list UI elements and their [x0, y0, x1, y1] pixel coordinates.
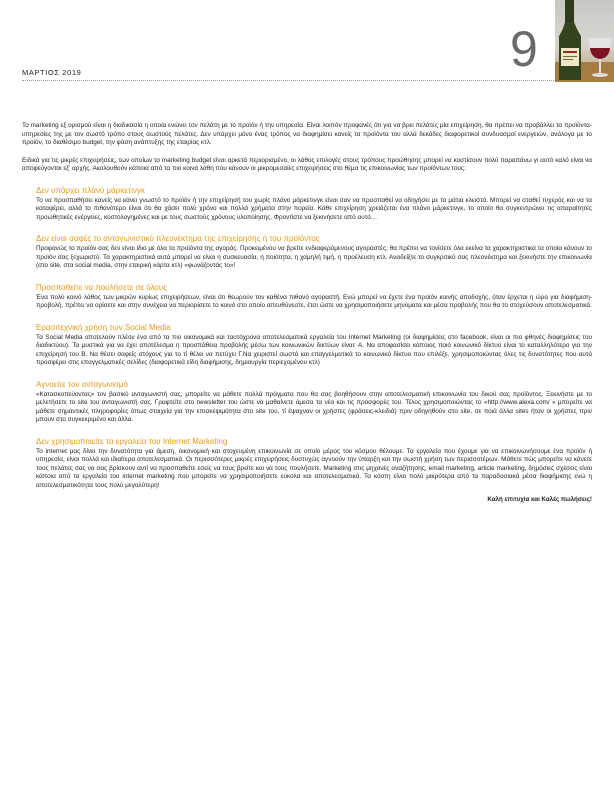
section-heading-sell-to-everyone: Προσπαθείτε να πουλήσετε σε όλους: [36, 282, 168, 292]
section-text-social-media: Τα Social Media αποτελούν πλέον ένα από τα πιο οικονομικά και ταυτόχρονα αποτελεσματικά εργαλεία του Internet Marketing (οι διαφημίσεις στο facebook, είναι οι πιο φθηνές διαφημίσεις του διαδικτύου). Τα μυστικά για να έχει αποτέλεσμα η προσπάθεια προβολής μέσω των κοινωνικών δικτύων είναι: Α. Να αποφασίσει κάποιος ποιό κοινωνικό δίκτυο είναι το καταλληλότερο για την επιχείρησή του Β. Να θέσει σαφείς στόχους για το τί θέλει να πετύχει Γ.Να χειριστεί σωστά και επαγγελματικά το κοινωνικό δίκτυο που επιλέξε, χρησιμοποιώντας όλες τις δυνατότητες που αυτό προσφέρει στις επαγγελματικές σελίδες (διαφορετικά είδη διαφήμισης, δημιουργία περιεχομένου κτλ): [36, 333, 592, 366]
section-text-internet-marketing: Το internet μας δίνει την δυνατότητα για άμεση, οικονομική και στοχευμένη επικοινωνία σε οποίο μέρος του κόσμου θέλουμε. Τα εργαλεία που έχουμε για να επικοινωνήσουμε ένα προϊόν ή υπηρεσία, είναι πολλά και ιδιαίτερα αποτελεσματικά. Οι περισσότερες μικρές επιχειρήσεις δυστυχώς αγνοούν την ύπαρξη και την σωστή χρήση των περισσοτέρων. Μάθετε πώς μπορείτε να κάνετε τους πελάτες σας να σας βρίσκουν αντί να προσπαθείτε εσείς να τους βρείτε και να τους πουλήσετε. Marketing στις μηχανές αναζήτησης, email marketing, article marketing, δημόσιες σχέσεις είναι κάποια από τα εργαλεία του internet marketing που μπορείτε να χρησιμοποιήσετε εύκολα και αποτελεσματικά. Τα κόστη είναι πολύ μικρότερα από τα παραδοσιακά μέσα διαφήμισης ενώ η αποτελεσματικότητα τους πολύ μεγαλύτερη!: [36, 447, 592, 489]
section-heading-internet-marketing: Δεν χρησιμοποιείτε τα εργαλεία του Internet Marketing: [36, 436, 228, 446]
wine-bottle-and-glass-icon: [555, 0, 614, 82]
page-number: 9: [510, 21, 538, 77]
section-heading-social-media: Ερασιτεχνική χρήση των Social Media: [36, 322, 171, 332]
section-heading-competition: Αγνοείτε τον ανταγωνισμό: [36, 379, 128, 389]
section-heading-no-plan: Δεν υπάρχει πλάνο μάρκετινγκ: [36, 185, 145, 195]
section-text-no-plan: Το να προσπαθήσει κανείς να κάνει γνωστό το προϊόν ή την επιχείρησή του χωρίς πλάνο μάρκετινγκ είναι σαν να προσπαθεί να οδηγήσει με τα μάτια κλειστά. Μπορεί να σταθεί τυχερός και να τα καταφέρει, αλλά το πιθανότερο είναι ότι θα χάσει πολύ χρόνο και πολλά χρήματα στην πορεία. Κάθε επιχείρηση χρειάζεται ένα πλάνο μάρκετινγκ, το οποίο θα συγκεντρώνει τις απαραίτητες προωθητικές ενέργειες, κοστολογημένες και με τους σωστούς χρόνους υλοποίησης. Φροντίστε να ξεκινήσετε από αυτό…: [36, 196, 592, 221]
wine-illustration: [555, 0, 614, 82]
section-text-competition: «Κατασκοπεύοντας» τον βασικό ανταγωνιστή σας, μπορείτε να μάθετε πολλά πράγματα που θα σας βοηθήσουν στην αποτελεσματική επικοινωνία του δικού σας προϊόντος. Ξεκινήστε με το μελετήσετε το site του ανταγωνιστή σας. Γραφτείτε στο newsletter του ώστε να μαθαίνετε άμεσα τα νέα και τις προσφορές του. Τέλος χρησιμοποιώντας το «http://www.alexa.com/ » μπορείτε να μάθετε σημαντικές πληροφορίες όπως στοιχεία για την επισκεψιμότητα στο site του, τί έψαχναν οι χρήστες (φράσεις-κλειδιά) πριν οδηγηθούν στο site, σε ποιά άλλα sites ήταν οι χρήστες πριν μπουν στο συγκεκριμένο και άλλα.: [36, 390, 592, 423]
section-text-competitive-advantage: Προφανώς το προϊόν σας δεν είναι ίδιο με όλα τα προϊόντα της αγοράς. Προκειμένου να βρείτε ενδιαφερόμενους αγοραστές, θα πρέπει να τονίσετε όλα εκείνα τα χαρακτηριστικά τα οποία κάνουν το προϊόν σας ξεχωριστό. Τα χαρακτηριστικά αυτά μπορεί να είναι η συσκευασία, η ποιότητα, η χαμηλή τιμή, η προέλευση κτλ. Αναδείξτε το συγκριτικό σας πλεονέκτημα και ξεκινήστε την επικοινωνία (στο site, στα social media, στην εταιρική κάρτα κτλ) «φωνάζοντάς το»!: [36, 245, 592, 269]
intro-paragraph: Ειδικά για τις μικρές επιχειρήσεις, των οποίων το marketing budget είναι αρκετά περιορισμένο, οι λάθος επιλογές στους τρόπους προώθησης μπορεί να κοστίσουν πολύ παραπάνω γι αυτό καλό είναι να αποφεύγονται εξ’ αρχής. Ακολουθούν κάποια από τα πιο κοινά λάθη που κάνουν οι μικρομεσαίες επιχειρήσεις στο θέμα τις επικοινωνίας των προϊόντων τους:: [22, 156, 592, 172]
article-body: [22, 122, 592, 505]
closing-line: Καλή επιτυχία και Καλές πωλήσεις!: [487, 496, 592, 503]
header-date: ΜΑΡΤΙΟΣ 2019: [22, 68, 82, 77]
section-text-sell-to-everyone: Ένα πολύ κοινό λάθος των μικρών κυρίως επιχειρήσεων, είναι ότι θεωρούν τον καθένα πιθανό αγοραστή. Ενώ μπορεί να έχετε ένα προϊόν κοινής αποδοχής, όταν έρχεται η ώρα για διαφήμιση-προβολή, πρέπει να ορίσετε και στην συνέχεια να περιορίσετε το κοινό στο οποίο απευθύνεστε, έτσι ώστε να χρησιμοποιήσετε μηνύματα και μέσα προβολής που θα το στοχεύσουν αποτελεσματικά.: [36, 293, 592, 309]
section-heading-competitive-advantage: Δεν είναι σαφές το ανταγωνιστικό πλεονέκτημα της επιχείρησης ή του προϊόντος: [36, 234, 320, 243]
header-rule: [22, 80, 614, 81]
intro-paragraph: Το marketing εξ ορισμού είναι η διαδικασία η οποία ενώνει τον πελάτη με το προϊόν ή την υπηρεσία. Είναι λοιπόν προφανές ότι για να βρει πελάτες μία επιχείρηση, θα πρέπει να προβάλλει τα προϊόντα-υπηρεσίες της με τον σωστό τρόπο στους σωστούς πελάτες. Δεν υπάρχει μόνο ένας τρόπος να διαφημίσει κανείς τα προϊόντα του αλλά δεκάδες διαφορετικοί συνδυασμοί ενεργειών, ανάλογα με το προϊόν, το διαθέσιμο budget, την φάση ανάπτυξης της εταιρίας κτλ.: [22, 122, 592, 146]
